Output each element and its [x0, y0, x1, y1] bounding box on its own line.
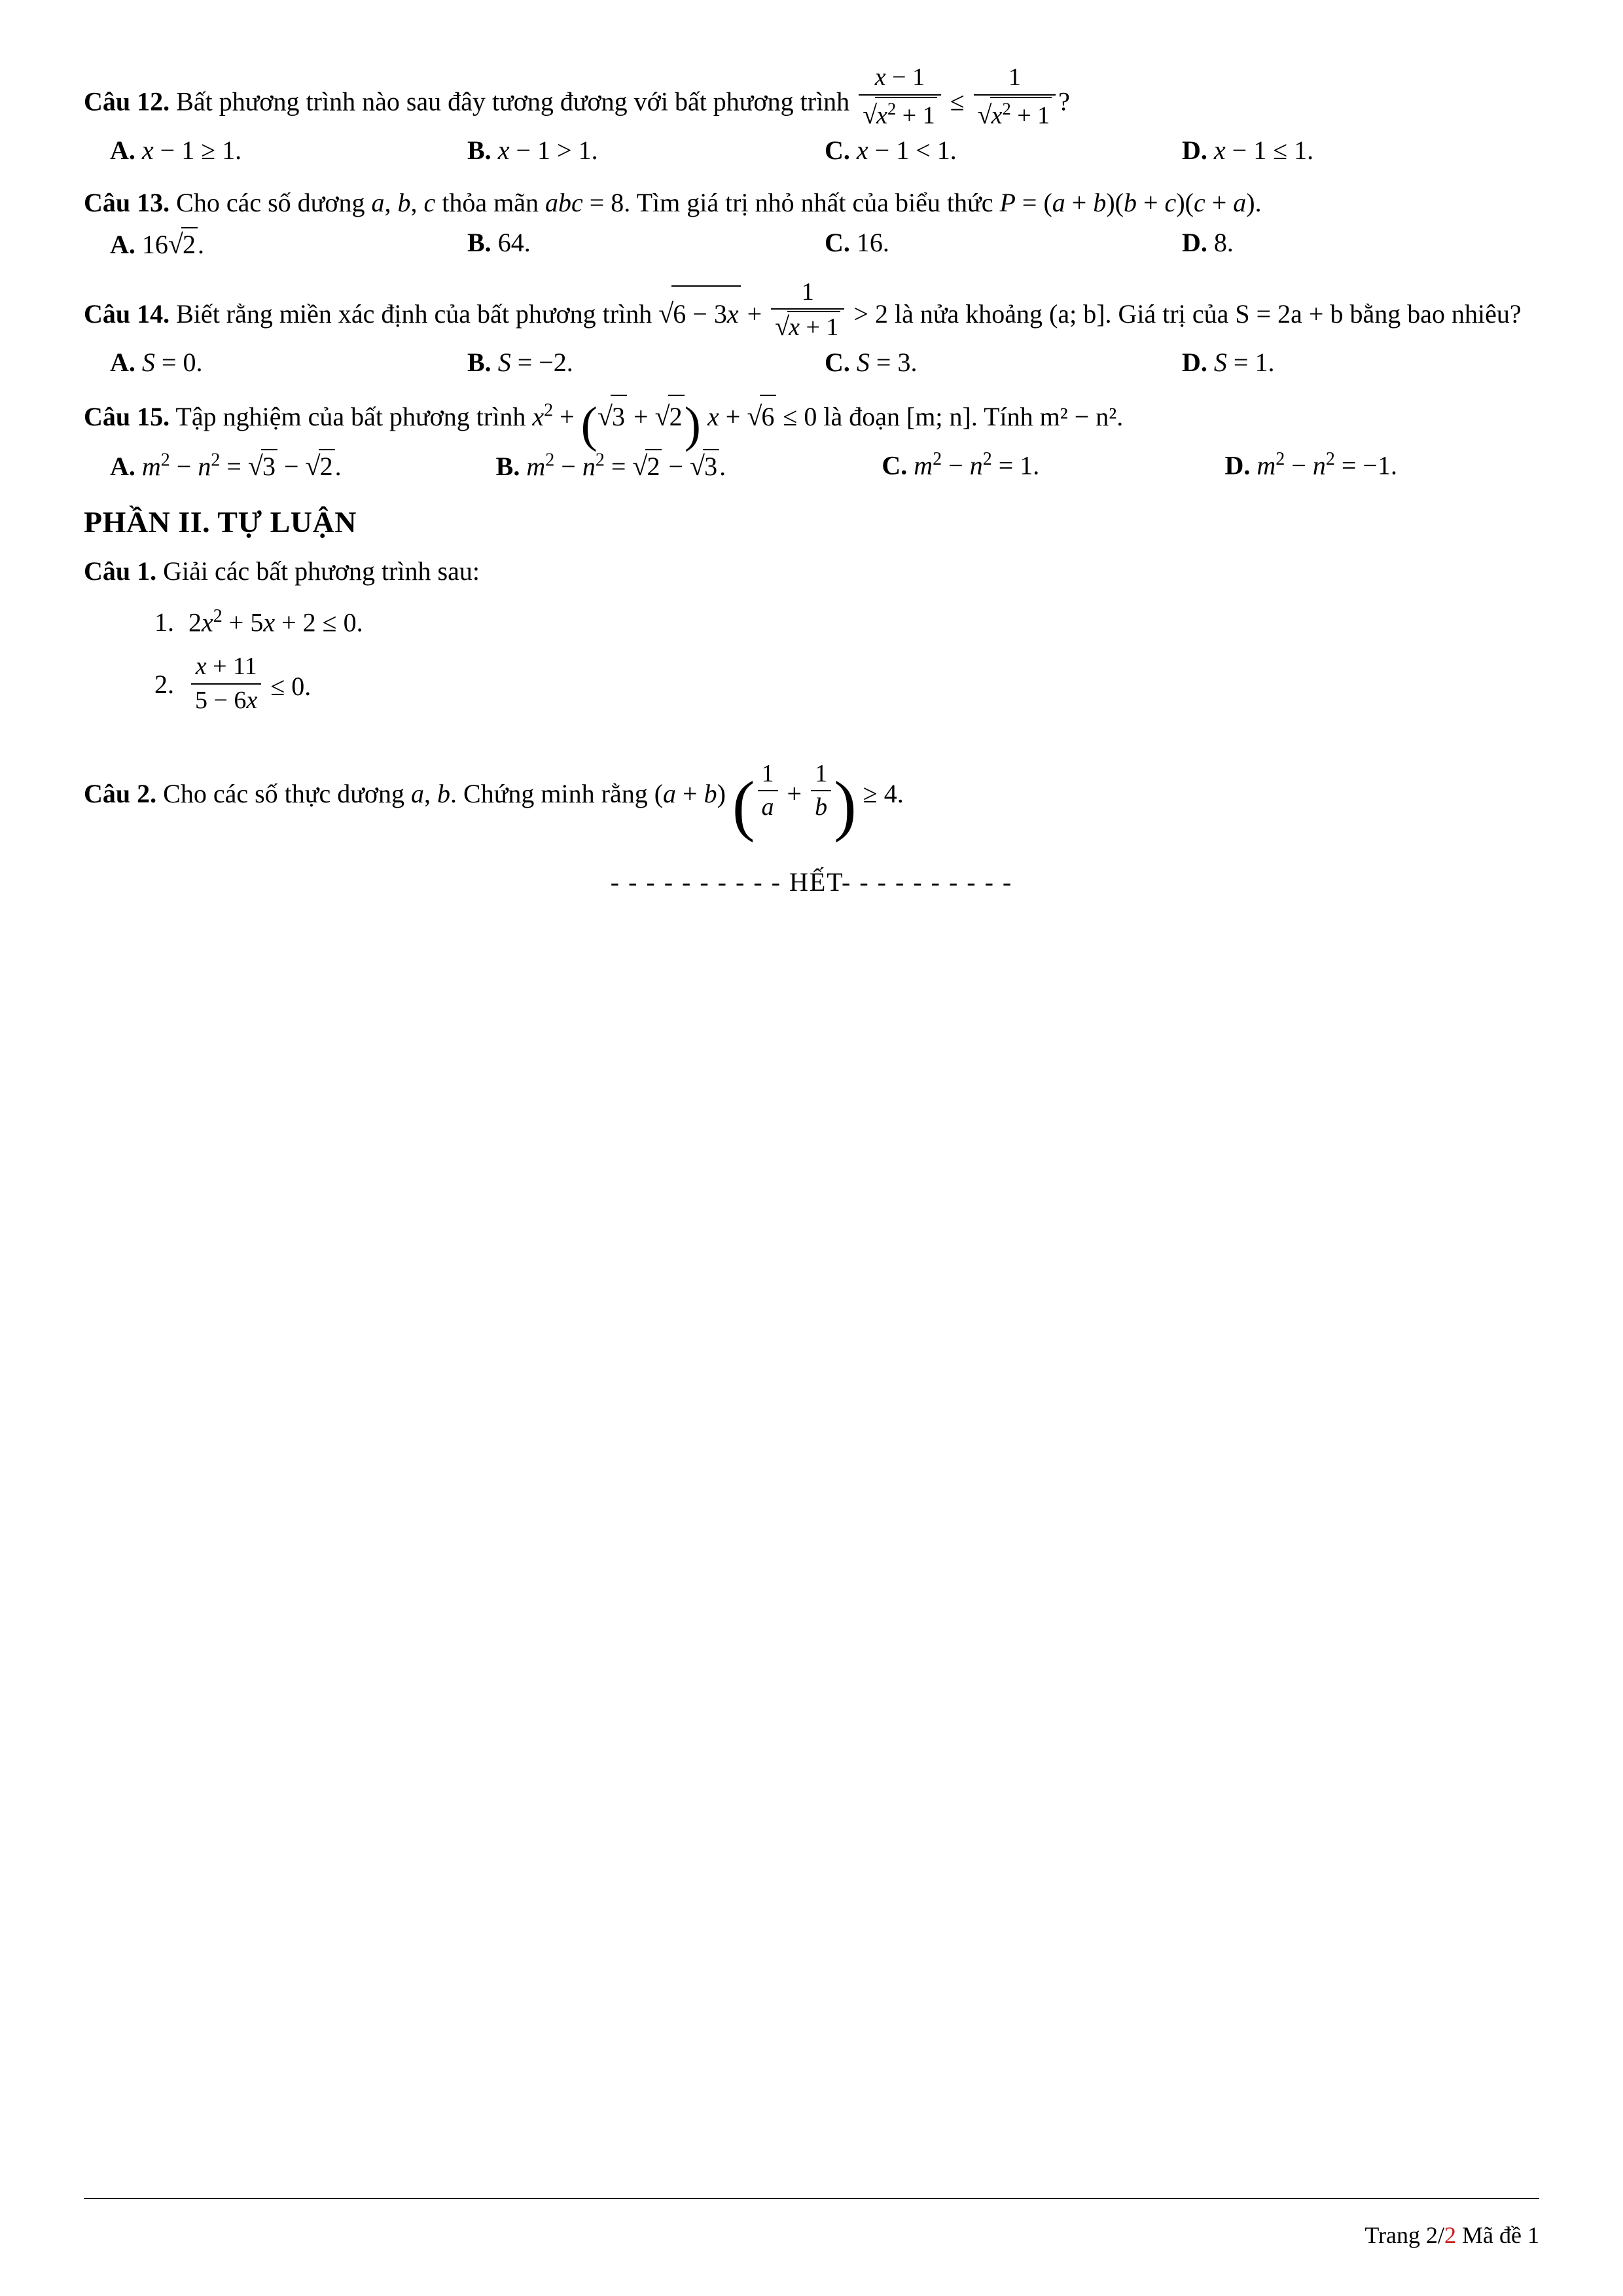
tuluan-1-item-1-math: $2x^2 + 5x + 2 \le 0$. — [188, 606, 363, 637]
question-14-stem-pre: Biết rằng miền xác định của bất phương trình — [176, 298, 652, 329]
option-12-b-letter: B. — [467, 135, 491, 165]
option-14-a[interactable]: A. S = 0. — [110, 348, 203, 378]
question-12 — [84, 63, 1539, 131]
question-12-label: Câu 12. — [84, 86, 170, 117]
option-13-a[interactable]: A. 16√2. — [110, 227, 467, 260]
page-footer — [1364, 2221, 1539, 2249]
question-15: Câu 15. Tập nghiệm của bất phương trình $x^2 + (√3 + √2) x + √6 \le 0$ là đoạn [m; n]. Tính m² − n². — [84, 395, 1539, 445]
option-15-a[interactable]: A. $m^2 - n^2 = √3 - √2$. — [110, 450, 342, 482]
question-15-options — [84, 449, 1539, 482]
left-paren: ( — [580, 397, 597, 453]
question-15-stem-pre: Tập nghiệm của bất phương trình — [175, 402, 526, 432]
question-14-options — [84, 347, 1539, 378]
option-15-b-letter: B. — [495, 452, 520, 482]
question-14-sqrt: √6 − 3x — [658, 285, 740, 342]
option-12-d-letter: D. — [1182, 135, 1207, 165]
option-12-a[interactable]: A. x − 1 ≥ 1. — [110, 135, 242, 165]
right-paren-2: ) — [834, 768, 857, 844]
question-12-stem-post: ? — [1058, 86, 1070, 117]
leq-sign: ≤ — [950, 86, 965, 117]
question-14-fraction: $\frac{1}{√x + 1}$ — [771, 278, 844, 343]
question-14-label: Câu 14. — [84, 298, 170, 329]
option-15-d[interactable]: D. $m^2 - n^2 = -1$. — [1224, 449, 1397, 480]
question-12-fraction-right: $\frac{1}{√x^2 + 1}$ — [974, 63, 1056, 131]
option-15-d-letter: D. — [1224, 450, 1251, 480]
option-13-b-letter: B. — [467, 227, 491, 257]
tuluan-1-item-1-index: 1. — [154, 607, 174, 637]
option-13-d[interactable]: D. 8. — [1182, 227, 1234, 257]
option-12-d[interactable]: D. x − 1 ≤ 1. — [1182, 135, 1314, 165]
option-15-c[interactable]: C. $m^2 - n^2 = 1$. — [882, 449, 1040, 480]
option-13-b[interactable]: B. 64. — [467, 227, 531, 257]
option-12-a-letter: A. — [110, 135, 135, 165]
tuluan-question-1 — [84, 551, 1539, 592]
question-14-stem-post: > 2 là nửa khoảng (a; b]. Giá trị của S = 2a + b bằng bao nhiêu? — [853, 298, 1522, 329]
option-13-a-letter: A. — [110, 229, 135, 259]
tuluan-1-item-1 — [154, 606, 1539, 637]
option-14-b[interactable]: B. S = −2. — [467, 348, 573, 378]
option-14-d-letter: D. — [1182, 348, 1207, 378]
option-15-c-letter: C. — [882, 450, 908, 480]
option-14-c[interactable]: C. S = 3. — [825, 348, 918, 378]
question-15-label: Câu 15. — [84, 402, 170, 432]
option-15-b[interactable]: B. $m^2 - n^2 = √2 - √3$. — [495, 450, 726, 482]
option-14-d[interactable]: D. S = 1. — [1182, 348, 1275, 378]
option-12-c[interactable]: C. x − 1 < 1. — [825, 135, 957, 165]
footer-page-total: 2 — [1444, 2222, 1457, 2248]
option-12-c-letter: C. — [825, 135, 850, 165]
tuluan-1-item-2 — [154, 652, 1539, 715]
question-13-label: Câu 13. — [84, 187, 170, 217]
option-15-a-letter: A. — [110, 452, 135, 482]
section-title-tu-luan: PHẦN II. TỰ LUẬN — [84, 505, 357, 539]
footer-divider — [84, 2198, 1539, 2199]
question-13: Câu 13. Cho các số dương a, b, c thỏa mãn abc = 8. Tìm giá trị nhỏ nhất của biểu thức P = (a + b)(b + c)(c + a). — [84, 187, 1262, 217]
option-14-c-letter: C. — [825, 348, 850, 378]
tuluan-question-1-stem: Giải các bất phương trình sau: — [163, 556, 480, 586]
tuluan-question-1-label: Câu 1. — [84, 556, 157, 586]
right-paren: ) — [684, 397, 701, 453]
end-marker: - - - - - - - - - - HẾT- - - - - - - - - - — [610, 867, 1013, 897]
option-13-d-letter: D. — [1182, 227, 1207, 257]
question-12-options — [84, 135, 1539, 166]
option-13-c[interactable]: C. 16. — [825, 227, 889, 257]
option-13-c-letter: C. — [825, 227, 850, 257]
tuluan-question-2-label: Câu 2. — [84, 778, 157, 808]
question-14: Câu 14. Biết rằng miền xác định của bất phương trình √6 − 3x + $\frac{1}{√x + 1}$ > 2 là nửa khoảng (a; b]. Giá trị của S = 2a + b bằng bao nhiêu? — [84, 278, 1539, 343]
footer-page-prefix: Trang 2/ — [1364, 2222, 1445, 2248]
option-14-b-letter: B. — [467, 348, 491, 378]
tuluan-1-item-2-index: 2. — [154, 669, 174, 699]
footer-code: Mã đề 1 — [1456, 2222, 1539, 2248]
tuluan-1-item-2-math: $\frac{x + 11}{5 - 6x}$ ≤ 0. — [188, 652, 311, 715]
option-14-a-letter: A. — [110, 348, 135, 378]
question-15-stem-post: ≤ 0 là đoạn [m; n]. Tính m² − n². — [783, 402, 1124, 432]
question-12-stem-pre: Bất phương trình nào sau đây tương đương với bất phương trình — [176, 86, 850, 117]
question-13-options — [84, 227, 1539, 260]
question-12-fraction-left: $\frac{x - 1}{√x^2 + 1}$ — [859, 63, 941, 131]
tuluan-question-2: Câu 2. Cho các số thực dương a, b. Chứng minh rằng (a + b) ( $\frac{1}{a}$ + $\frac{1}{b}$ ) ≥ 4. — [84, 759, 904, 844]
left-paren-2: ( — [732, 768, 755, 844]
option-12-b[interactable]: B. x − 1 > 1. — [467, 135, 598, 165]
